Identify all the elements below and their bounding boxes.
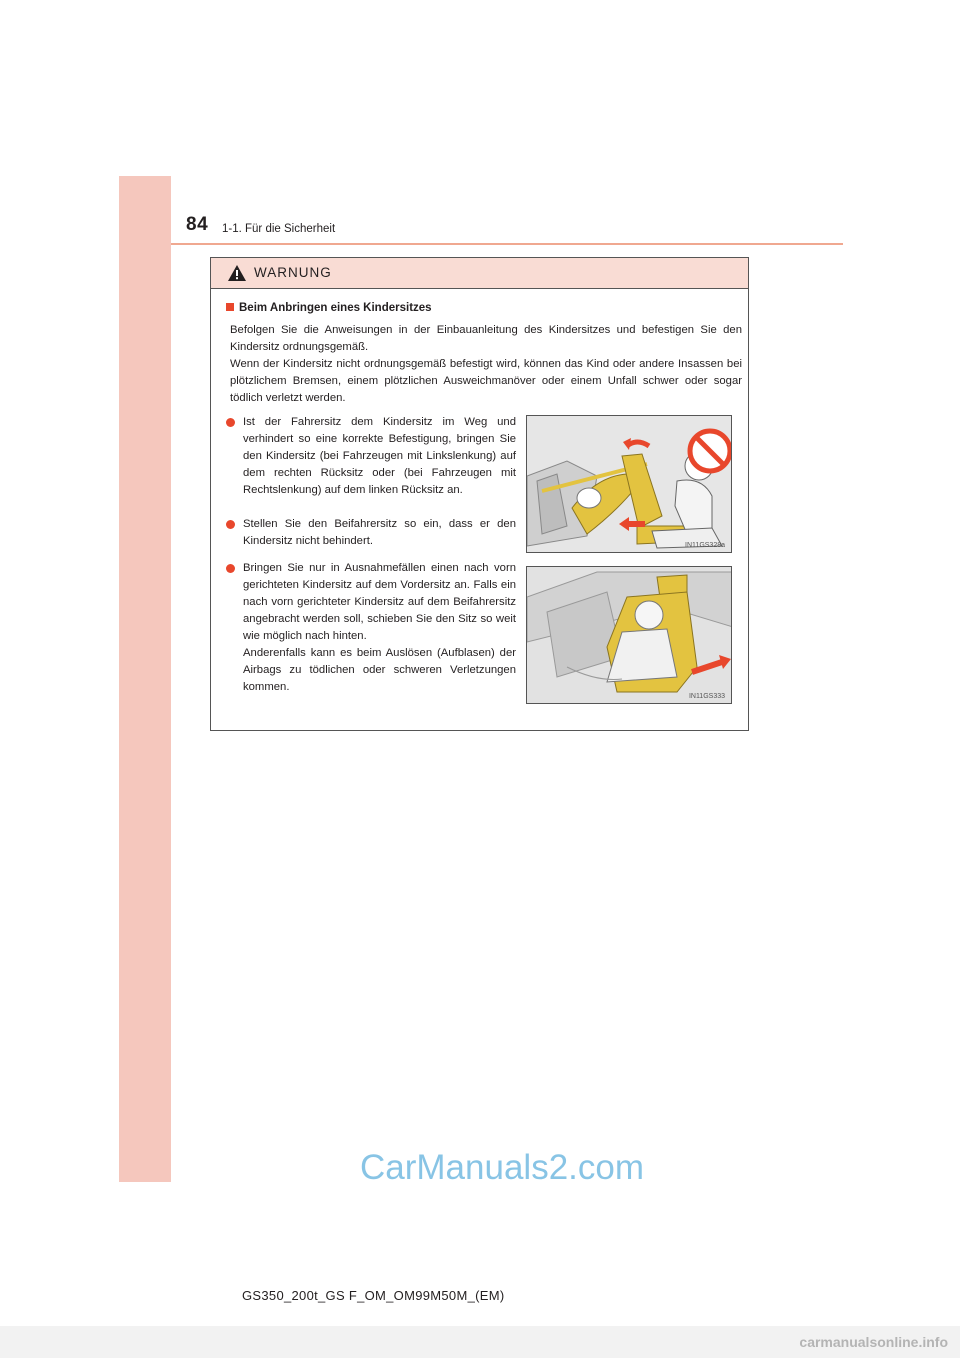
illustration-child-seat-front — [527, 567, 732, 704]
footer-doc-code: GS350_200t_GS F_OM_OM99M50M_(EM) — [242, 1288, 505, 1303]
header-rule — [171, 243, 843, 245]
warning-triangle-icon — [228, 265, 246, 281]
bullet-dot-icon — [226, 418, 235, 427]
bullet-item: Ist der Fahrersitz dem Kindersitz im Weg und verhindert so eine korrekte Befestigung, bringen Sie den Kindersitz (bei Fahrzeugen mit Linkslenkung) auf dem rechten Rücksitz oder (bei Fahrzeugen mit Rechtslenkung) auf dem linken Rücksitz an. — [226, 414, 516, 499]
figure-id: IN11GS333 — [688, 693, 725, 700]
intro-paragraph: Wenn der Kindersitz nicht ordnungsgemäß befestigt wird, können das Kind oder andere Insassen bei plötzlichem Bremsen, einem plötzlichen Ausweichmanöver oder einem Unfall schwer oder sogar tödlich verletzt werden. — [230, 358, 742, 404]
watermark-carmanuals: CarManuals2.com — [360, 1148, 644, 1187]
bullet-dot-icon — [226, 564, 235, 573]
warning-intro — [230, 322, 742, 407]
figure-front-seat-child — [526, 566, 732, 704]
page-sidebar-band — [119, 176, 171, 1182]
warning-box — [210, 257, 749, 731]
illustration-child-seat-rear — [527, 416, 732, 553]
bottom-watermark-text: carmanualsonline.info — [799, 1334, 948, 1350]
warning-header — [211, 258, 748, 289]
bottom-watermark-band — [0, 1326, 960, 1358]
page-number: 84 — [186, 214, 209, 235]
figure-child-seat-blocked — [526, 415, 732, 553]
bullet-item: Bringen Sie nur in Ausnahmefällen einen nach vorn gerichteten Kindersitz auf dem Vordersitz an. Falls ein nach vorn gerichteter Kindersitz auf dem Beifahrersitz angebracht werden soll, schieben Sie den Sitz so weit wie möglich nach hinten. Anderenfalls kann es beim Auslösen (Aufblasen) der Airbags zu tödlichen oder schweren Verletzungen kommen. — [226, 560, 516, 696]
warning-title: WARNUNG — [254, 265, 332, 280]
square-bullet-icon — [226, 303, 234, 311]
intro-paragraph: Befolgen Sie die Anweisungen in der Einbauanleitung des Kindersitzes und befestigen Sie den Kindersitz ordnungsgemäß. — [230, 324, 742, 353]
warning-subheading: Beim Anbringen eines Kindersitzes — [226, 302, 432, 314]
section-title: 1-1. Für die Sicherheit — [222, 223, 336, 235]
figure-id: IN11GS328a — [685, 542, 725, 549]
bullet-item: Stellen Sie den Beifahrersitz so ein, dass er den Kindersitz nicht behindert. — [226, 516, 516, 550]
bullet-dot-icon — [226, 520, 235, 529]
